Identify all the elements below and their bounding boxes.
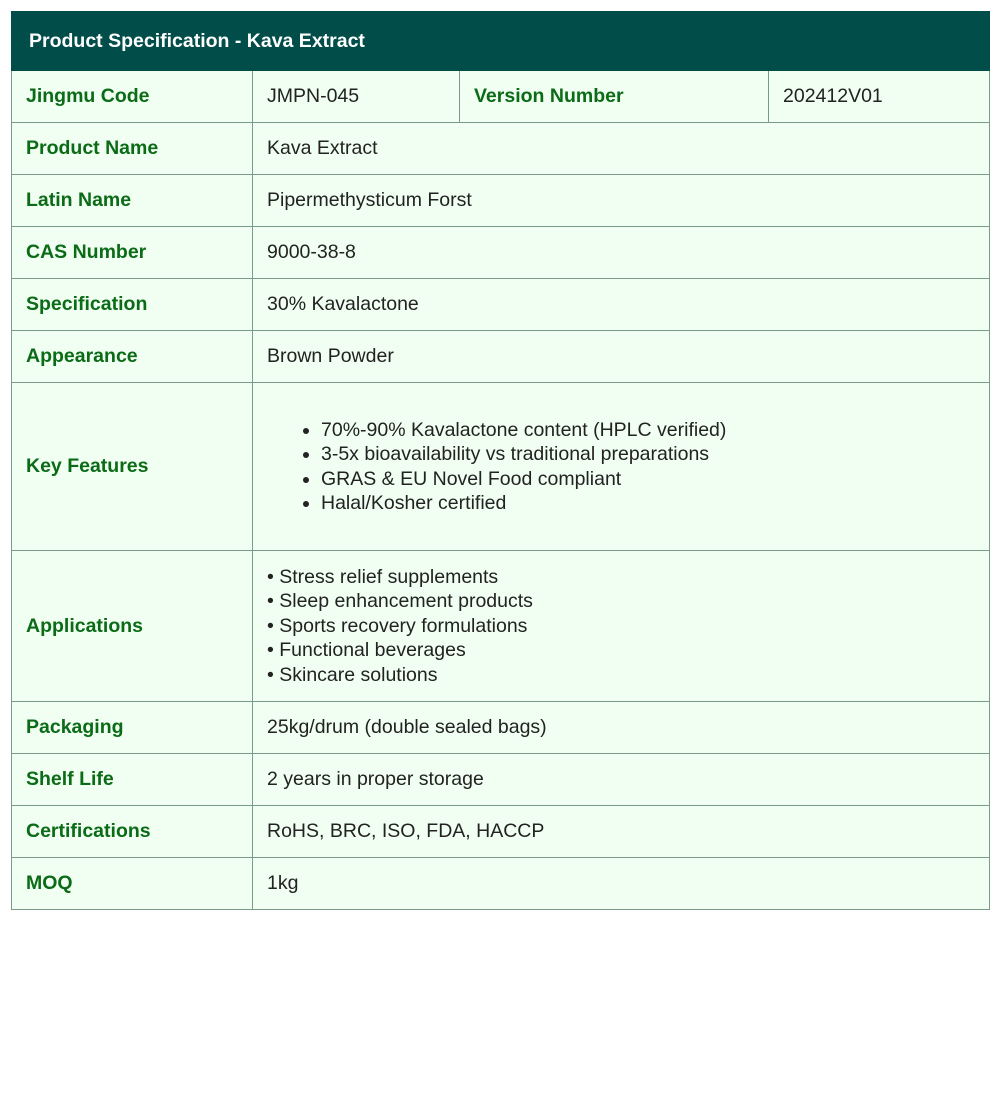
table-title: Product Specification - Kava Extract: [12, 12, 990, 71]
list-item: • Functional beverages: [267, 639, 466, 662]
key-features-list: [267, 418, 989, 516]
table-row: [12, 806, 990, 858]
key-features-label: Key Features: [12, 383, 253, 551]
list-item: • Halal/Kosher certified: [321, 491, 989, 516]
row-value: Pipermethysticum Forst: [253, 175, 990, 227]
version-number-label: Version Number: [460, 71, 769, 123]
list-item: • Sports recovery formulations: [267, 614, 528, 637]
table-row-applications: [12, 551, 990, 702]
table-row: [12, 175, 990, 227]
row-label: Specification: [12, 279, 253, 331]
row-label: Product Name: [12, 123, 253, 175]
row-label: Appearance: [12, 331, 253, 383]
row-value: 25kg/drum (double sealed bags): [253, 702, 990, 754]
key-features-value: [253, 383, 990, 551]
applications-value: [253, 551, 990, 702]
list-item: • 70%-90% Kavalactone content (HPLC verified): [321, 418, 989, 443]
title-row: [12, 12, 990, 71]
table-row: [12, 702, 990, 754]
row-value: Brown Powder: [253, 331, 990, 383]
row-label: Packaging: [12, 702, 253, 754]
table-row: [12, 279, 990, 331]
table-row-key-features: [12, 383, 990, 551]
table-row: [12, 858, 990, 910]
row-label: Certifications: [12, 806, 253, 858]
table-row-code: [12, 71, 990, 123]
row-value: RoHS, BRC, ISO, FDA, HACCP: [253, 806, 990, 858]
list-item: • GRAS & EU Novel Food compliant: [321, 467, 989, 492]
table-row: [12, 227, 990, 279]
table-row: [12, 754, 990, 806]
table-row: [12, 123, 990, 175]
row-value: 30% Kavalactone: [253, 279, 990, 331]
jingmu-code-label: Jingmu Code: [12, 71, 253, 123]
row-value: 2 years in proper storage: [253, 754, 990, 806]
row-value: Kava Extract: [253, 123, 990, 175]
list-item: • Skincare solutions: [267, 663, 438, 686]
row-label: Shelf Life: [12, 754, 253, 806]
version-number-value: 202412V01: [769, 71, 990, 123]
list-item: • Stress relief supplements: [267, 565, 499, 588]
jingmu-code-value: JMPN-045: [253, 71, 460, 123]
row-label: MOQ: [12, 858, 253, 910]
row-label: CAS Number: [12, 227, 253, 279]
list-item: • Sleep enhancement products: [267, 590, 533, 613]
table-row: [12, 331, 990, 383]
row-value: 9000-38-8: [253, 227, 990, 279]
row-label: Latin Name: [12, 175, 253, 227]
spec-table: [11, 11, 990, 910]
applications-label: Applications: [12, 551, 253, 702]
list-item: • 3-5x bioavailability vs traditional preparations: [321, 442, 989, 467]
row-value: 1kg: [253, 858, 990, 910]
